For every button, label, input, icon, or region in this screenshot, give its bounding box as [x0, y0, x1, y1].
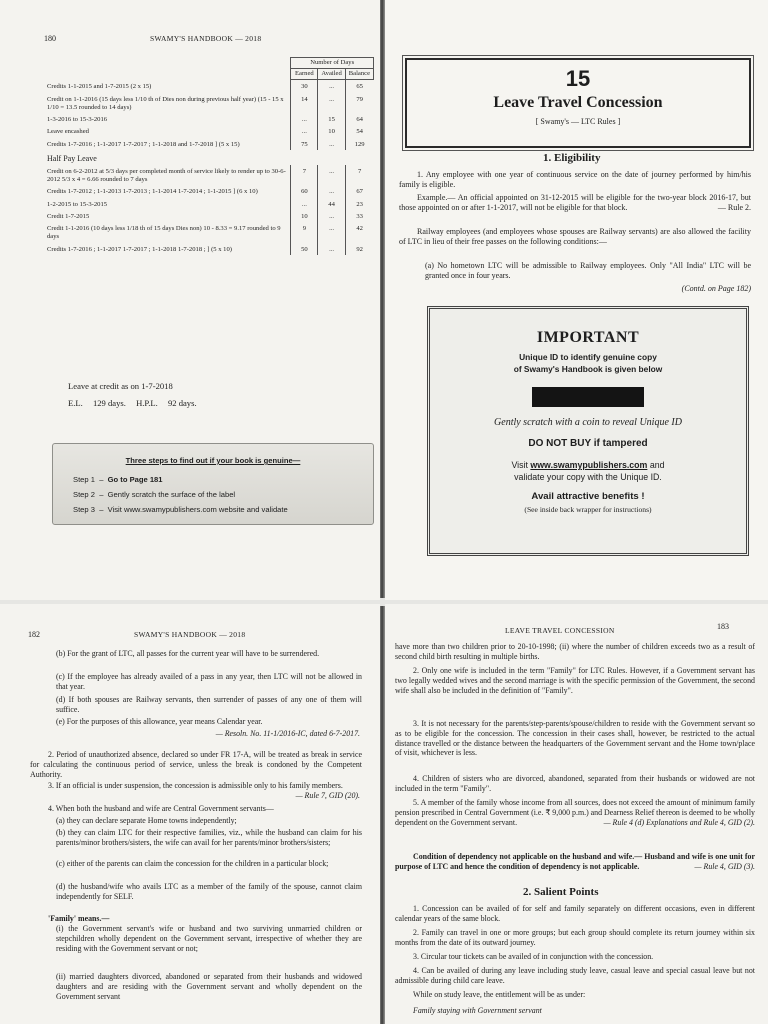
salient-2: 2. Family can travel in one or more groups; but each group should complete its return journey within six months from the date of its outward journey.: [395, 928, 755, 947]
salient-1: 1. Concession can be availed of for self and family separately on different occasions, even in different calendar years of the same block.: [395, 904, 755, 923]
body-item: (d) the husband/wife who avails LTC as a member of the family of the spouse, cannot claim independently for SELF.: [56, 882, 362, 901]
row-label: 1-2-2015 to 15-3-2015: [47, 200, 108, 208]
genuine-steps-box: [52, 443, 374, 525]
cell-balance: 92: [345, 243, 373, 255]
cell-availed: ...: [318, 243, 345, 255]
visit-line: Visit www.swamypublishers.com and validate your copy with the Unique ID.: [511, 460, 665, 482]
body-item: 3. If an official is under suspension, the concession is admissible only to his family members.: [48, 781, 343, 790]
see-instructions: (See inside back wrapper for instructions): [524, 505, 652, 514]
row-label: Credit 1-1-2016 (10 days less 1/18 th of 15 days Dies non) 10 - 8.33 = 9.17 rounded to 9 days: [47, 225, 281, 241]
table-row: [44, 222, 374, 242]
leave-summary: [68, 378, 205, 412]
row-label: Credits 1-7-2016 ; 1-1-2017 1-7-2017 ; 1-1-2018 1-7-2018 ; ] (5 x 10): [47, 245, 232, 253]
body-item: 4. When both the husband and wife are Central Government servants—: [48, 804, 274, 813]
important-line-1: Unique ID to identify genuine copy: [519, 352, 657, 362]
row-label: Leave encashed: [47, 128, 89, 136]
salient-4: 4. Can be availed of during any leave including study leave, casual leave and special casual leave but not admissible during child care leave.: [395, 966, 755, 985]
continued-note: (Contd. on Page 182): [681, 284, 751, 293]
salient-5: While on study leave, the entitlement will be as under:: [413, 990, 586, 999]
important-line-2: of Swamy's Handbook is given below: [513, 364, 663, 374]
earned-leave-rows: [44, 80, 374, 150]
page-181: [385, 0, 768, 600]
section-eligibility: 1. Eligibility: [543, 152, 601, 164]
body-item: (d) If both spouses are Railway servants, then surrender of passes of any one of them will suffice.: [56, 695, 362, 714]
cell-balance: 65: [345, 80, 373, 93]
step-1: Step 1 – Go to Page 181: [73, 475, 163, 484]
para-eligibility: 1. Any employee with one year of continuous service on the date of journey performed by him/his family is eligible.: [399, 170, 751, 190]
cell-earned: ...: [291, 113, 318, 125]
running-head: SWAMY'S HANDBOOK — 2018: [150, 34, 262, 43]
important-heading: IMPORTANT: [536, 329, 640, 346]
body-item: (a) they can declare separate Home towns independently;: [56, 816, 237, 825]
cell-earned: 30: [291, 80, 318, 93]
cell-earned: 14: [291, 93, 318, 113]
cell-earned: 7: [291, 165, 318, 185]
row-label: Credit on 6-2-2012 at 5/3 days per completed month of service likely to render up to 30-6-2012 5/3 x 4 = 6.66 rounded to 7 days: [47, 167, 286, 184]
publisher-link[interactable]: www.swamypublishers.com: [530, 460, 648, 470]
summary-hpl-days: 92 days.: [167, 398, 197, 408]
cell-balance: 7: [345, 165, 373, 185]
row-label: Credit on 1-1-2016 (15 days less 1/10 th of Dies non during previous half year) (15 - 15 x 1/10 = 13.5 rounded to 14 days): [47, 95, 284, 111]
para-railway: Railway employees (and employees whose spouses are Railway servants) are also allowed the facility of LTC in lieu of their free passes on the following conditions:—: [399, 227, 751, 247]
table-row: [44, 80, 374, 93]
page-182: [0, 604, 380, 1024]
running-head: LEAVE TRAVEL CONCESSION: [505, 626, 615, 635]
half-pay-rows: [44, 165, 374, 255]
important-notice-box: [427, 306, 749, 556]
table-row: [44, 185, 374, 197]
cell-earned: ...: [291, 125, 318, 137]
cell-balance: 129: [345, 138, 373, 150]
cell-availed: ...: [318, 210, 345, 222]
cell-earned: 50: [291, 243, 318, 255]
step-3: Step 3 – Visit www.swamypublishers.com website and validate: [73, 505, 288, 514]
chapter-number: 15: [565, 66, 591, 91]
chapter-rules: [ Swamy's — LTC Rules ]: [535, 117, 621, 126]
body-item: (b) they can claim LTC for their respective families, viz., while the husband can claim for his parents/minor brothers/sisters, the wife can avail for her parents/minor brothers/sisters;: [56, 828, 362, 847]
para-sisters: 4. Children of sisters who are divorced, abandoned, separated from their husbands or widowed are not included in the term "Family".: [395, 774, 755, 793]
cell-availed: ...: [318, 138, 345, 150]
para-condition-a: (a) No hometown LTC will be admissible to Railway employees. Only "All India" LTC will be granted once in four years.: [425, 261, 751, 281]
summary-hpl: H.P.L.: [136, 398, 158, 408]
cell-earned: 60: [291, 185, 318, 197]
table-row: [44, 198, 374, 210]
chapter-title: Leave Travel Concession: [493, 94, 663, 111]
half-pay-heading: Half Pay Leave: [47, 153, 97, 163]
genuine-steps-title: Three steps to find out if your book is genuine—: [125, 456, 301, 465]
salient-6: Family staying with Government servant: [413, 1006, 542, 1015]
table-row: [44, 138, 374, 150]
cell-availed: ...: [318, 185, 345, 197]
cell-balance: 33: [345, 210, 373, 222]
cell-balance: 23: [345, 198, 373, 210]
section-salient-points: 2. Salient Points: [523, 886, 599, 898]
chapter-banner: [405, 58, 751, 148]
body-item: (c) either of the parents can claim the concession for the children in a particular block;: [56, 859, 329, 868]
para-husband-wife: Condition of dependency not applicable on the husband and wife.— Husband and wife is one unit for purpose of LTC and hence the condition of dependency is not applicable. — Rule 4, GID (3).: [395, 852, 755, 871]
row-label: Credits 1-7-2012 ; 1-1-2013 1-7-2013 ; 1-1-2014 1-7-2014 ; 1-1-2015 ] (6 x 10): [47, 188, 258, 196]
benefits-line: Avail attractive benefits !: [531, 491, 645, 502]
body-item: 2. Period of unauthorized absence, declared so under FR 17-A, will be treated as break in service for calculating the continuous period of service, unless the break is condoned by the Competent Authority.: [30, 750, 362, 779]
row-label: 1-3-2016 to 15-3-2016: [47, 116, 108, 124]
cell-availed: ...: [318, 165, 345, 185]
para-example: Example.— An official appointed on 31-12-2015 will be eligible for the two-year block 2016-17, but those appointed on or after 1-1-2017, will not be eligible for that block. — Rule 2.: [399, 193, 751, 213]
table-row: [44, 113, 374, 125]
table-row: [44, 165, 374, 185]
body-item: — Rule 7, GID (20).: [295, 791, 360, 800]
scratch-instruction: Gently scratch with a coin to reveal Unique ID: [494, 417, 682, 428]
cell-availed: ...: [318, 80, 345, 93]
page-number: 180: [44, 34, 56, 43]
cell-availed: ...: [318, 93, 345, 113]
body-item: (c) If the employee has already availed of a pass in any year, then LTC will not be allowed in that year.: [56, 672, 362, 691]
para-children: have more than two children prior to 20-10-1998; (ii) where the number of children exceeds two as a result of second child birth resulting in multiple births.: [395, 642, 755, 661]
page-number: 183: [717, 622, 729, 631]
cell-earned: 10: [291, 210, 318, 222]
table-row: [44, 243, 374, 255]
row-label: Credits 1-1-2015 and 1-7-2015 (2 x 15): [47, 82, 152, 90]
do-not-buy-warning: DO NOT BUY if tampered: [528, 438, 648, 449]
table-row: [44, 210, 374, 222]
summary-line: Leave at credit as on 1-7-2018: [68, 381, 173, 391]
cell-earned: 9: [291, 222, 318, 242]
col-earned: Earned: [291, 69, 318, 80]
page-183: [385, 604, 768, 1024]
body-item: (e) For the purposes of this allowance, year means Calendar year.: [56, 717, 263, 726]
cell-availed: 10: [318, 125, 345, 137]
page-number: 182: [28, 630, 40, 639]
step-2: Step 2 – Gently scratch the surface of the label: [73, 490, 236, 499]
row-label: Credit 1-7-2015: [47, 212, 90, 220]
page-180: [0, 0, 380, 600]
cell-balance: 79: [345, 93, 373, 113]
body-item: (b) For the grant of LTC, all passes for the current year will have to be surrendered.: [56, 649, 320, 658]
leave-account-table: [44, 57, 374, 255]
cell-balance: 64: [345, 113, 373, 125]
body-item: — Resoln. No. 11-1/2016-IC, dated 6-7-2017.: [215, 729, 360, 738]
para-dependency-income: 5. A member of the family whose income from all sources, does not exceed the amount of minimum family pension prescribed in Central Government (i.e. ₹ 9,000 p.m.) and Dearness Relief thereon is deemed to be wholly dependent on the Government servant. — Rule 4 (d) Explanations and Rule 4, GID (2).: [395, 798, 755, 827]
table-row: [44, 93, 374, 113]
cell-earned: 75: [291, 138, 318, 150]
para-one-wife: 2. Only one wife is included in the term "Family" for LTC Rules. However, if a Government servant has two legally wedded wives and the second marriage is with the specific permission of the Government, the second wife shall also be included in the definition of "Family".: [395, 666, 755, 695]
cell-balance: 42: [345, 222, 373, 242]
body-item: (ii) married daughters divorced, abandoned or separated from their husbands and widowed daughters and are residing with the Government servant and wholly dependent on the Government servant: [56, 972, 362, 1001]
cell-availed: ...: [318, 222, 345, 242]
col-balance: Balance: [345, 69, 373, 80]
summary-el: E.L.: [68, 398, 83, 408]
salient-3: 3. Circular tour tickets can be availed of in conjunction with the concession.: [413, 952, 654, 961]
cell-earned: ...: [291, 198, 318, 210]
row-label: Credits 1-7-2016 ; 1-1-2017 1-7-2017 ; 1-1-2018 and 1-7-2018 ] (5 x 15): [47, 140, 240, 148]
cell-availed: 44: [318, 198, 345, 210]
cell-availed: 15: [318, 113, 345, 125]
col-availed: Availed: [318, 69, 345, 80]
cell-balance: 67: [345, 185, 373, 197]
cell-balance: 54: [345, 125, 373, 137]
body-item: (i) the Government servant's wife or husband and two surviving unmarried children or stepchildren wholly dependent on the Government servant, irrespective of whether they are residing with the Government servant or not;: [56, 924, 362, 953]
body-item: 'Family' means.—: [48, 914, 110, 923]
summary-el-days: 129 days.: [92, 398, 126, 408]
scratch-label[interactable]: [532, 387, 644, 407]
header-number-of-days: Number of Days: [291, 58, 374, 69]
table-row: [44, 125, 374, 137]
para-parents: 3. It is not necessary for the parents/step-parents/spouse/children to reside with the Government servant so as to be eligible for the concession. The concession in their cases shall, however, be restricted to the actual distance travelled or the distance between the headquarters of the Government servant and the Home town/place of visit, whichever is less.: [395, 719, 755, 758]
running-head: SWAMY'S HANDBOOK — 2018: [134, 630, 246, 639]
